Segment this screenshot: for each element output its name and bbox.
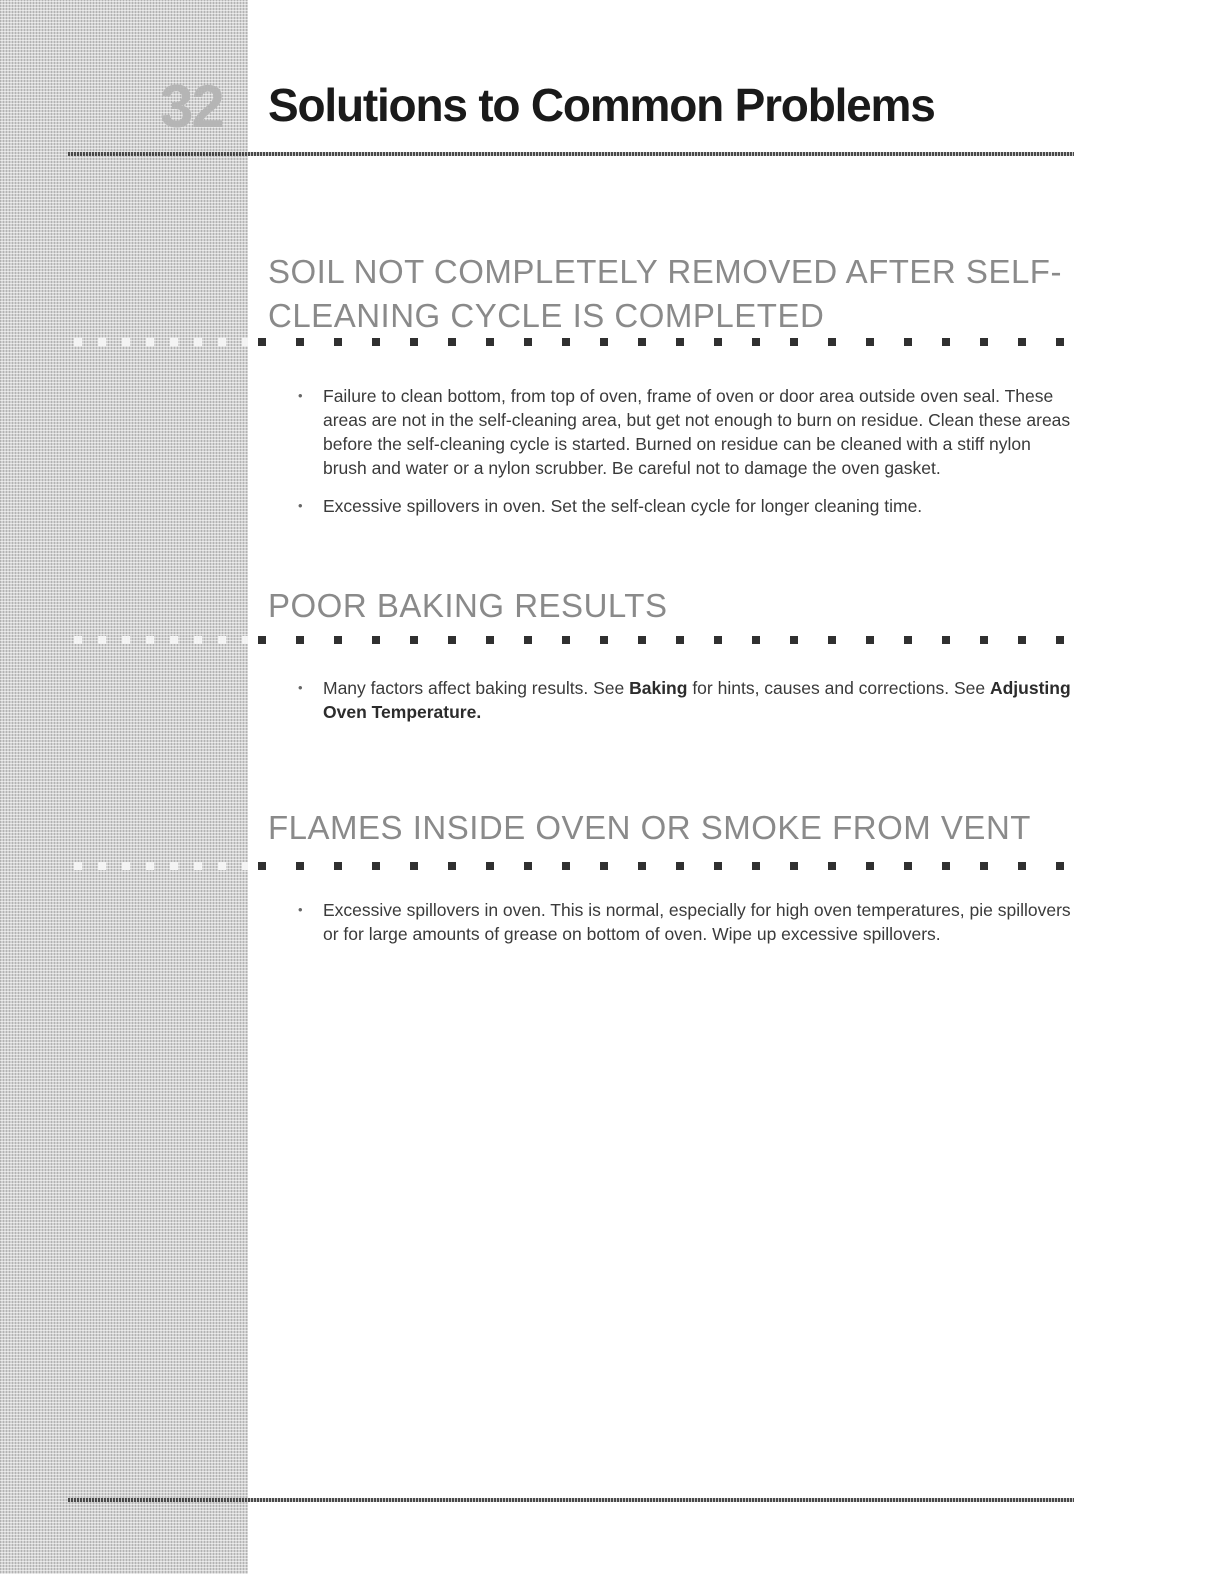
list-item: • Excessive spillovers in oven. Set the self-clean cycle for longer cleaning time. — [296, 494, 1076, 518]
bullet-list-flames — [296, 898, 1076, 960]
adjusting-oven-temperature-reference: Adjusting Oven Temperature. — [323, 678, 1071, 722]
sidebar-dot-row — [74, 862, 248, 870]
sidebar-dot-row — [74, 636, 248, 644]
heading-square-divider — [258, 860, 1076, 872]
section-heading-soil-line2: CLEANING CYCLE IS COMPLETED — [268, 297, 825, 334]
list-item — [296, 676, 1076, 724]
section-heading-soil-line1: SOIL NOT COMPLETELY REMOVED AFTER SELF- — [268, 253, 1062, 290]
heading-square-divider — [258, 634, 1076, 646]
heading-square-divider — [258, 336, 1076, 348]
section-heading-baking: POOR BAKING RESULTS — [268, 587, 668, 624]
list-item: • Failure to clean bottom, from top of oven, frame of oven or door area outside oven seal. These areas are not in the self-cleaning area, but get not enough to burn on residue. Clean these areas before the self-cleaning cycle is started. Burned on residue can be cleaned with a stiff nylon brush and water or a nylon scrubber. Be careful not to damage the oven gasket. — [296, 384, 1076, 480]
list-item: • Excessive spillovers in oven. This is normal, especially for high oven temperatures, pie spillovers or for large amounts of grease on bottom of oven. Wipe up excessive spillovers. — [296, 898, 1076, 946]
bullet-list-baking — [296, 676, 1076, 738]
section-heading-flames: FLAMES INSIDE OVEN OR SMOKE FROM VENT — [268, 809, 1031, 846]
list-item-text: for hints, causes and corrections. See — [687, 678, 990, 698]
footer-rule — [68, 1498, 1074, 1502]
list-item-text: Many factors affect baking results. See — [323, 678, 630, 698]
page-title: Solutions to Common Problems — [268, 79, 935, 131]
sidebar-pattern — [0, 0, 248, 1574]
baking-reference: Baking — [629, 678, 688, 698]
page-number: 32 — [160, 73, 223, 140]
bullet-list-soil — [296, 384, 1076, 532]
sidebar-dot-row — [74, 338, 248, 346]
header-rule — [68, 152, 1074, 156]
section-heading-soil — [268, 250, 1062, 338]
